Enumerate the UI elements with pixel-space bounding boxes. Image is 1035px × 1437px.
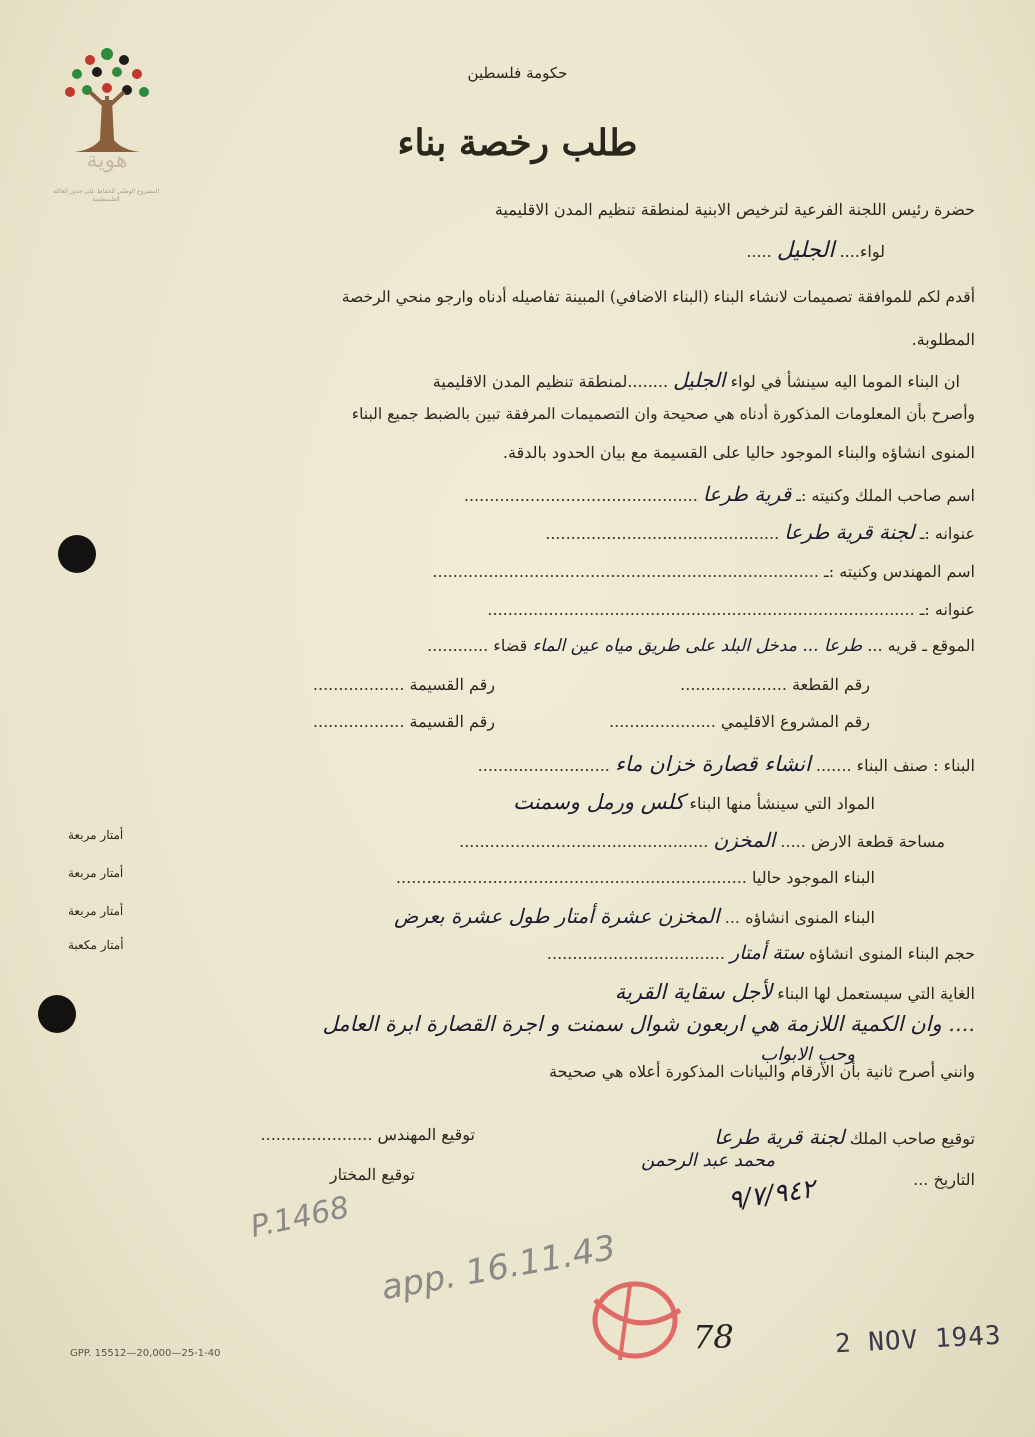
note-value: وان الكمية اللازمة هي اربعون شوال سمنت و اجرة القصارة ابرة العامل [322,1012,942,1036]
engineer-signature-field: توقيع المهندس ...................... [260,1125,475,1144]
existing-building-unit: أمتار مربعة [68,866,124,880]
building-location-line [433,368,960,392]
district-value: الجليل [776,238,835,263]
purpose-label: الغاية التي سيستعمل لها البناء [777,984,975,1003]
purpose-value: لأجل سقاية القرية [614,980,773,1004]
parcel-label: رقم القطعة [792,675,870,694]
land-area-value: المخزن [713,828,776,852]
owner-address-field: عنوانه :ـ لجنة قرية طرعا .............................................. [545,520,975,544]
pencil-approved-note: app. 16.11.43 [378,1227,619,1309]
date-label: التاريخ [933,1170,975,1189]
page-number: 78 [693,1318,734,1356]
building-prefix: ان البناء الموما اليه سينشأ في لواء [730,372,960,391]
red-circle-mark-icon [580,1270,690,1370]
addressee-line: حضرة رئيس اللجنة الفرعية لترخيص الابنية لمنطقة تنظيم المدن الاقليمية [494,200,975,219]
owner-sig-value: لجنة قرية طرعا [714,1125,845,1149]
plot-label: رقم القسيمة [409,675,495,694]
request-line-1: أقدم لكم للموافقة تصميمات لانشاء البناء (البناء الاضافي) المبينة تفاصيله أدناه وارجو منحي الرخصة [341,288,975,306]
form-title: طلب رخصة بناء [397,122,638,164]
building-type-field: البناء : صنف البناء ....... انشاء قصارة خزان ماء .......................... [477,752,975,776]
materials-field [513,790,875,814]
volume-unit: أمتار مكعبة [68,938,124,952]
plot-field-2: رقم القسيمة .................. [312,712,495,731]
note-line: .... وان الكمية اللازمة هي اربعون شوال سمنت و اجرة القصارة ابرة العامل [322,1012,975,1036]
purpose-field [615,980,975,1004]
volume-value: ستة أمتار [730,942,805,964]
owner-address-label: عنوانه :ـ [919,524,975,543]
plot-field: رقم القسيمة .................. [312,675,495,694]
pencil-ref-number: P.1468 [247,1190,353,1245]
location-label: الموقع ـ قريه ... [867,636,975,655]
materials-label: المواد التي سينشأ منها البناء [689,794,875,813]
owner-signature-field [714,1125,975,1149]
building-suffix: ........لمنطقة تنظيم المدن الاقليمية [432,372,669,391]
logo-word: هوية [86,148,128,173]
logo-caption: المشروع الوطني للحفاظ على جذور العائلة الفلسطينية [52,188,160,203]
owner-sig-label: توقيع صاحب الملك [849,1129,975,1148]
building-type-value: انشاء قصارة خزان ماء [614,752,811,776]
mukhtar-sig-label: توقيع المختار [329,1165,415,1184]
note-line-2: وحب الابواب [760,1044,855,1065]
existing-building-label: البناء الموجود حاليا [751,868,875,887]
location-qada: قضاء [493,636,528,655]
date-stamp: 2 NOV 1943 [834,1320,1003,1360]
volume-field: حجم البناء المنوى انشاؤه ستة أمتار ................................... [546,942,975,964]
district-line: لواء.... الجليل ..... [746,238,885,263]
engineer-name-field: اسم المهندس وكنيته :ـ ............................................................................ [432,562,975,581]
location-value: طرعا ... مدخل البلد على طريق مياه عين الماء [532,636,863,656]
regional-project-label: رقم المشروع الاقليمي [720,712,870,731]
engineer-address-field: عنوانه :ـ .................................................................................... [487,600,975,619]
building-district: الجليل [673,368,726,392]
mukhtar-signature-value: محمد عبد الرحمن [641,1150,775,1171]
district-label: لواء.... [839,242,885,261]
punch-hole-bottom [38,995,76,1033]
government-header: حكومة فلسطين [467,64,568,82]
mukhtar-signature-field [330,1165,415,1184]
building-type-label: البناء : صنف البناء [856,756,975,775]
planned-building-label: البناء المنوى انشاؤه [745,908,875,927]
land-area-field: مساحة قطعة الارض ..... المخزن ................................................. [459,828,945,852]
date-field: التاريخ ... [913,1170,975,1189]
planned-building-field: البناء المنوى انشاؤه ... المخزن عشرة أمتار طول عشرة بعرض [394,904,875,928]
existing-building-field: البناء الموجود حاليا ..................................................................... [395,868,875,887]
declaration-line-2: المنوى انشاؤه والبناء الموجود حاليا على القسيمة مع بيان الحدود بالدقة. [502,443,975,462]
volume-label: حجم البناء المنوى انشاؤه [809,944,975,963]
regional-project-field: رقم المشروع الاقليمي ..................... [609,712,870,731]
land-area-label: مساحة قطعة الارض [810,832,945,851]
punch-hole-top [58,535,96,573]
date-value: ٩/٧/٩٤٢ [726,1174,818,1216]
signature-declaration: وانني أصرح ثانية بأن الأرقام والبيانات المذكورة أعلاه هي صحيحة [548,1062,975,1081]
planned-building-value: المخزن عشرة أمتار طول عشرة بعرض [394,904,720,928]
owner-name-field: اسم صاحب الملك وكنيته :ـ قرية طرعا .............................................. [463,482,975,506]
materials-value: كلس ورمل وسمنت [513,790,685,814]
owner-address-value: لجنة قرية طرعا [784,520,915,544]
declaration-line-1: وأصرح بأن المعلومات المذكورة أدناه هي صحيحة وان التصميمات المرفقة تبين بالضبط جميع البناء [351,405,975,423]
footer-code: GPP. 15512—20,000—25-1-40 [70,1348,221,1359]
owner-name-value: قرية طرعا [702,482,792,506]
land-area-unit: أمتار مربعة [68,828,124,842]
engineer-name-label: اسم المهندس وكنيته :ـ [824,562,975,581]
parcel-field: رقم القطعة ..................... [680,675,870,694]
request-line-2: المطلوبة. [911,330,975,349]
engineer-address-label: عنوانه :ـ [919,600,975,619]
owner-name-label: اسم صاحب الملك وكنيته :ـ [796,486,975,505]
planned-building-unit: أمتار مربعة [68,904,124,918]
plot-label-2: رقم القسيمة [409,712,495,731]
engineer-sig-label: توقيع المهندس [377,1125,475,1144]
location-field: الموقع ـ قريه ... طرعا ... مدخل البلد على طريق مياه عين الماء قضاء ............ [427,636,975,656]
